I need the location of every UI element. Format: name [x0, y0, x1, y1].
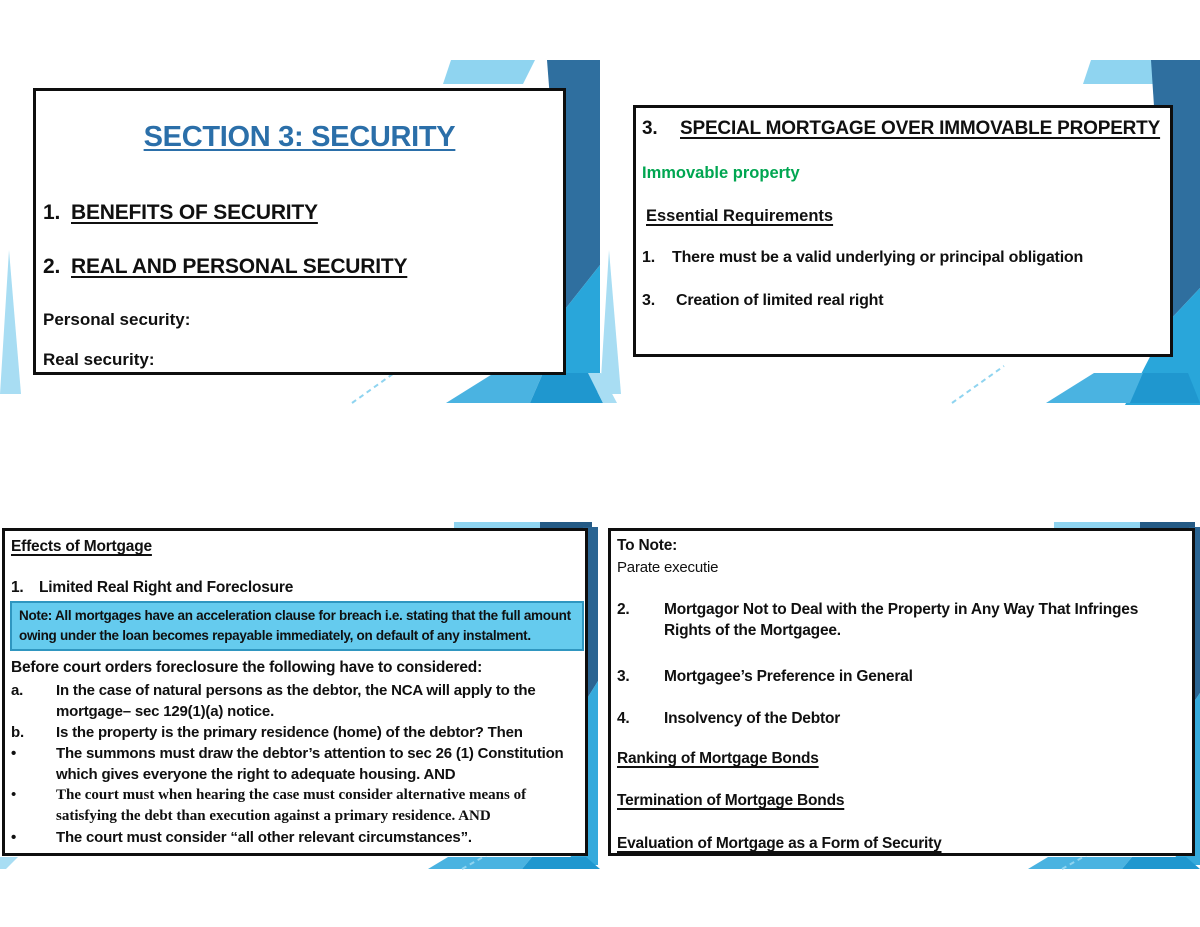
left-triangle-shape [0, 250, 21, 394]
heading-number: 3. [642, 118, 658, 139]
slide-4-content-box [608, 528, 1195, 856]
bullet-marker: • [11, 787, 17, 803]
to-note-heading: To Note: [617, 537, 678, 554]
dashed-diagonal-line [952, 366, 1004, 403]
foreclosure-list [11, 680, 577, 848]
list-item [11, 743, 577, 785]
list-text: Is the property is the primary residence (home) of the debtor? Then [56, 724, 523, 741]
item-number: 4. [617, 710, 630, 727]
bullet-marker: • [11, 745, 17, 762]
trapezoid-shape [1046, 373, 1143, 403]
item-text: REAL AND PERSONAL SECURITY [71, 255, 408, 278]
slide-2-content-box [633, 105, 1173, 357]
list-item [11, 680, 577, 722]
list-text: The summons must draw the debtor’s attention to sec 26 (1) Constitution which gives everyone the right to adequate housing. AND [56, 745, 564, 783]
list-text: The court must consider “all other relevant circumstances”. [56, 829, 472, 846]
slide-1-title: SECTION 3: SECURITY [143, 121, 456, 153]
item-text: Limited Real Right and Foreclosure [39, 579, 294, 596]
termination-heading: Termination of Mortgage Bonds [617, 792, 845, 809]
slide-3-content-box [2, 528, 588, 856]
slide-3-point-1 [11, 579, 293, 597]
immovable-property-label: Immovable property [642, 164, 800, 182]
item-text: BENEFITS OF SECURITY [71, 201, 318, 224]
item-text: Mortgagee’s Preference in General [664, 668, 913, 685]
list-text: The court must when hearing the case must consider alternative means of satisfying the debt than execution against a primary residence. AND [56, 787, 527, 824]
list-item [11, 827, 577, 848]
real-security-label: Real security: [43, 350, 155, 369]
item-text: Mortgagor Not to Deal with the Property in Any Way That Infringes Rights of the Mortgagee. [664, 601, 1139, 639]
list-item [11, 722, 577, 743]
slide-4 [600, 513, 1200, 870]
slide-2-heading [642, 118, 1164, 140]
slide-4-item-4 [617, 708, 1176, 729]
slide-4-item-2 [617, 599, 1176, 641]
parate-executie-label: Parate executie [617, 559, 719, 576]
slide-1-item-2 [43, 255, 407, 279]
item-number: 3. [642, 292, 655, 309]
ranking-heading: Ranking of Mortgage Bonds [617, 750, 819, 767]
effects-of-mortgage-heading: Effects of Mortgage [11, 538, 152, 555]
item-number: 1. [43, 201, 61, 224]
item-text: There must be a valid underlying or principal obligation [672, 249, 1084, 266]
trapezoid-shape [446, 373, 543, 403]
slide-2-item-2 [642, 292, 1164, 310]
evaluation-heading: Evaluation of Mortgage as a Form of Security [617, 835, 942, 852]
list-marker: a. [11, 682, 24, 699]
personal-security-label: Personal security: [43, 310, 191, 329]
item-text: Insolvency of the Debtor [664, 710, 841, 727]
item-number: 1. [642, 249, 655, 266]
left-triangle-shape [600, 250, 621, 394]
sky-band-shape [443, 60, 535, 84]
slide-1-item-1 [43, 201, 318, 225]
list-item [11, 785, 577, 827]
left-triangle-shape [0, 857, 18, 869]
item-number: 3. [617, 668, 630, 685]
essential-requirements-heading: Essential Requirements [646, 207, 834, 225]
slide-3 [0, 513, 600, 870]
acceleration-clause-note: Note: All mortgages have an acceleration clause for breach i.e. stating that the full amount owing under the loan becomes repayable immediately, on default of any instalment. [10, 601, 584, 651]
item-number: 2. [617, 601, 630, 618]
slide-1 [0, 60, 640, 405]
item-number: 1. [11, 579, 24, 596]
slide-2-item-1 [642, 249, 1164, 267]
item-text: Creation of limited real right [676, 292, 884, 309]
bullet-marker: • [11, 829, 17, 846]
list-text: In the case of natural persons as the debtor, the NCA will apply to the mortgage– sec 129(1)(a) notice. [56, 682, 536, 720]
list-marker: b. [11, 724, 24, 741]
slide-1-content-box [33, 88, 566, 375]
item-number: 2. [43, 255, 61, 278]
slide-4-item-3 [617, 666, 1176, 687]
foreclosure-intro: Before court orders foreclosure the following have to considered: [11, 659, 483, 676]
heading-text: SPECIAL MORTGAGE OVER IMMOVABLE PROPERTY [680, 118, 1161, 139]
slide-2 [600, 60, 1200, 405]
